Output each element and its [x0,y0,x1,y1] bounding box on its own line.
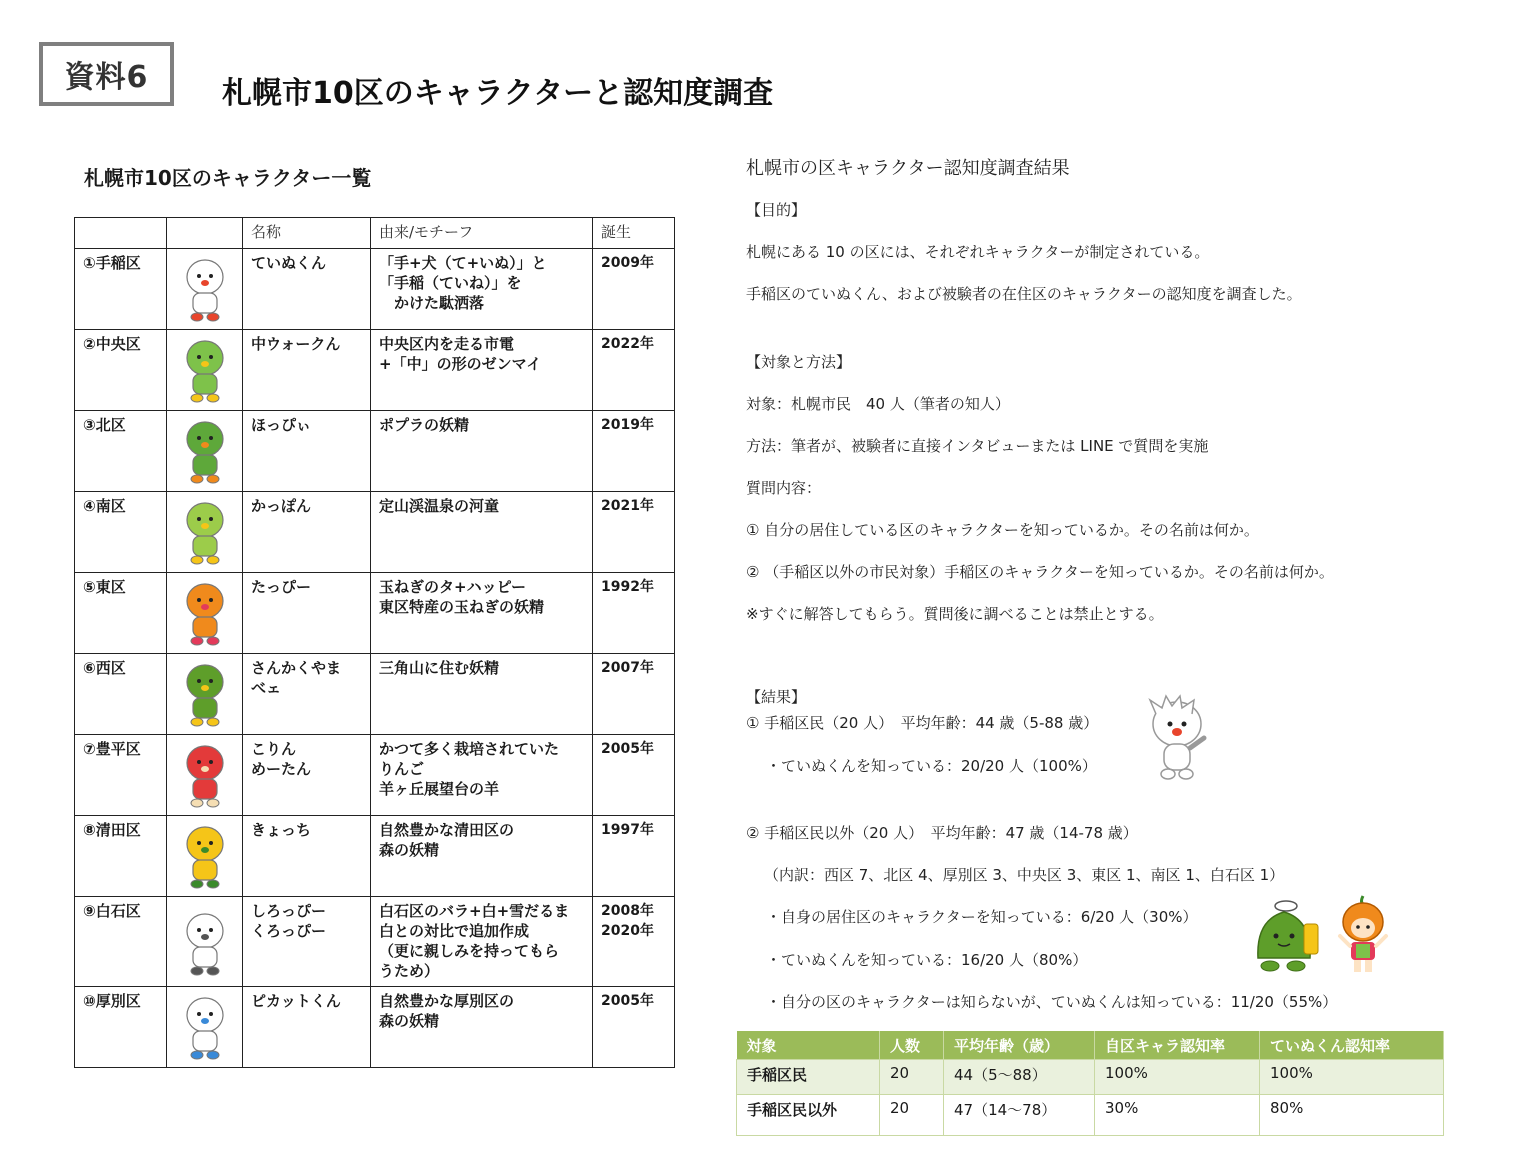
name-cell: 中ウォークん [243,330,371,411]
character-image-cell [167,411,243,492]
motif-cell: 自然豊かな清田区の 森の妖精 [371,816,593,897]
table-row [75,987,675,1068]
year-cell: 2007年 [593,654,675,735]
ward-cell: ②中央区 [75,330,167,411]
question-1: ① 自分の居住している区のキャラクターを知っているか。その名前は何か。 [746,521,1259,539]
character-image-cell [167,492,243,573]
character-image-cell [167,897,243,987]
name-cell: ピカットくん [243,987,371,1068]
method-text: 方法：筆者が、被験者に直接インタビューまたは LINE で質問を実施 [746,437,1209,455]
table-row [75,735,675,816]
year-cell: 2005年 [593,735,675,816]
motif-cell: 白石区のバラ+白+雪だるま 白との対比で追加作成 （更に親しみを持ってもら うため） [371,897,593,987]
table-row [737,1060,1444,1095]
results-cell: 44（5〜88） [944,1060,1095,1095]
character-illustration [173,577,237,647]
target-text: 対象：札幌市民 40 人（筆者の知人） [746,395,1010,413]
teinu-kun-illustration [1142,694,1212,784]
questions-heading: 質問内容： [746,479,822,497]
ward-cell: ⑩厚別区 [75,987,167,1068]
sankakuyamabe-illustration [1252,898,1322,976]
character-table [74,217,675,1068]
character-illustration [173,739,237,809]
year-cell: 2005年 [593,987,675,1068]
result-2-item-a: ・自身の居住区のキャラクターを知っている：6/20 人（30%） [766,908,1198,926]
results-col-age: 平均年齢（歳） [944,1031,1095,1060]
results-cell: 80% [1260,1095,1444,1136]
character-illustration [173,991,237,1061]
table-row [75,411,675,492]
year-cell: 2019年 [593,411,675,492]
results-cell: 47（14〜78） [944,1095,1095,1136]
survey-title: 札幌市の区キャラクター認知度調査結果 [746,158,1070,179]
character-image-cell [167,249,243,330]
name-cell: かっぽん [243,492,371,573]
method-heading: 【対象と方法】 [746,353,852,371]
year-cell: 2009年 [593,249,675,330]
results-col-teinu-rate: ていぬくん認知率 [1260,1031,1444,1060]
table-row [75,492,675,573]
table-row [75,249,675,330]
year-cell: 2021年 [593,492,675,573]
name-cell: ほっぴぃ [243,411,371,492]
question-2: ② （手稲区以外の市民対象）手稲区のキャラクターを知っているか。その名前は何か。 [746,563,1334,581]
character-list-title: 札幌市10区のキャラクター一覧 [84,166,372,190]
year-cell: 2008年 2020年 [593,897,675,987]
year-cell: 1992年 [593,573,675,654]
results-cell: 20 [880,1060,944,1095]
motif-cell: 中央区内を走る市電 +「中」の形のゼンマイ [371,330,593,411]
ward-cell: ④南区 [75,492,167,573]
results-cell: 手稲区民 [737,1060,880,1095]
motif-cell: 定山渓温泉の河童 [371,492,593,573]
note-text: ※すぐに解答してもらう。質問後に調べることは禁止とする。 [746,605,1164,623]
motif-cell: 玉ねぎのタ+ハッピー 東区特産の玉ねぎの妖精 [371,573,593,654]
name-cell: たっぴー [243,573,371,654]
name-cell: しろっぴー くろっぴー [243,897,371,987]
table-row [75,816,675,897]
character-illustration [173,658,237,728]
result-2-item-b: ・ていぬくんを知っている：16/20 人（80%） [766,951,1088,969]
character-illustration [173,334,237,404]
table-row [75,897,675,987]
col-header-motif: 由来/モチーフ [371,218,593,249]
purpose-heading: 【目的】 [746,201,807,219]
character-illustration [173,415,237,485]
table-row [75,573,675,654]
year-cell: 1997年 [593,816,675,897]
ward-cell: ①手稲区 [75,249,167,330]
ward-cell: ⑤東区 [75,573,167,654]
name-cell: さんかくやま べェ [243,654,371,735]
result-2-breakdown: （内訳：西区 7、北区 4、厚別区 3、中央区 3、東区 1、南区 1、白石区 1） [764,866,1285,884]
name-cell: きょっち [243,816,371,897]
table-header-row [75,218,675,249]
results-cell: 100% [1095,1060,1260,1095]
results-cell: 手稲区民以外 [737,1095,880,1136]
character-image-cell [167,816,243,897]
col-header-image [167,218,243,249]
purpose-text-1: 札幌にある 10 の区には、それぞれキャラクターが制定されている。 [746,243,1210,261]
character-image-cell [167,654,243,735]
character-image-cell [167,330,243,411]
character-image-cell [167,987,243,1068]
character-image-cell [167,573,243,654]
page-title: 札幌市10区のキャラクターと認知度調査 [222,76,774,111]
name-cell: ていぬくん [243,249,371,330]
tappy-illustration [1336,894,1390,976]
result-heading: 【結果】 [746,688,807,706]
result-2-item-c: ・自分の区のキャラクターは知らないが、ていぬくんは知っている：11/20（55%） [766,993,1338,1011]
ward-cell: ③北区 [75,411,167,492]
character-illustration [173,496,237,566]
motif-cell: 自然豊かな厚別区の 森の妖精 [371,987,593,1068]
ward-cell: ⑧清田区 [75,816,167,897]
motif-cell: かつて多く栽培されていた りんご 羊ヶ丘展望台の羊 [371,735,593,816]
col-header-name: 名称 [243,218,371,249]
results-cell: 20 [880,1095,944,1136]
character-illustration [173,901,237,983]
col-header-ward [75,218,167,249]
results-col-target: 対象 [737,1031,880,1060]
motif-cell: 「手+犬（て+いぬ）」と 「手稲（ていね）」を かけた駄洒落 [371,249,593,330]
document-tag: 資料6 [39,42,174,106]
results-cell: 30% [1095,1095,1260,1136]
table-row [75,654,675,735]
result-1-heading: ① 手稲区民（20 人） 平均年齢：44 歳（5-88 歳） [746,714,1099,732]
results-table [736,1031,1444,1136]
purpose-text-2: 手稲区のていぬくん、および被験者の在住区のキャラクターの認知度を調査した。 [746,285,1302,303]
results-header-row [737,1031,1444,1060]
table-row [75,330,675,411]
character-image-cell [167,735,243,816]
results-col-own-ward-rate: 自区キャラ認知率 [1095,1031,1260,1060]
result-2-heading: ② 手稲区民以外（20 人） 平均年齢：47 歳（14-78 歳） [746,824,1138,842]
motif-cell: 三角山に住む妖精 [371,654,593,735]
name-cell: こりん めーたん [243,735,371,816]
ward-cell: ⑦豊平区 [75,735,167,816]
character-illustration [173,253,237,323]
results-cell: 100% [1260,1060,1444,1095]
year-cell: 2022年 [593,330,675,411]
table-row [737,1095,1444,1136]
motif-cell: ポプラの妖精 [371,411,593,492]
results-col-count: 人数 [880,1031,944,1060]
col-header-year: 誕生 [593,218,675,249]
ward-cell: ⑨白石区 [75,897,167,987]
character-illustration [173,820,237,890]
ward-cell: ⑥西区 [75,654,167,735]
result-1-item: ・ていぬくんを知っている：20/20 人（100%） [766,757,1097,775]
